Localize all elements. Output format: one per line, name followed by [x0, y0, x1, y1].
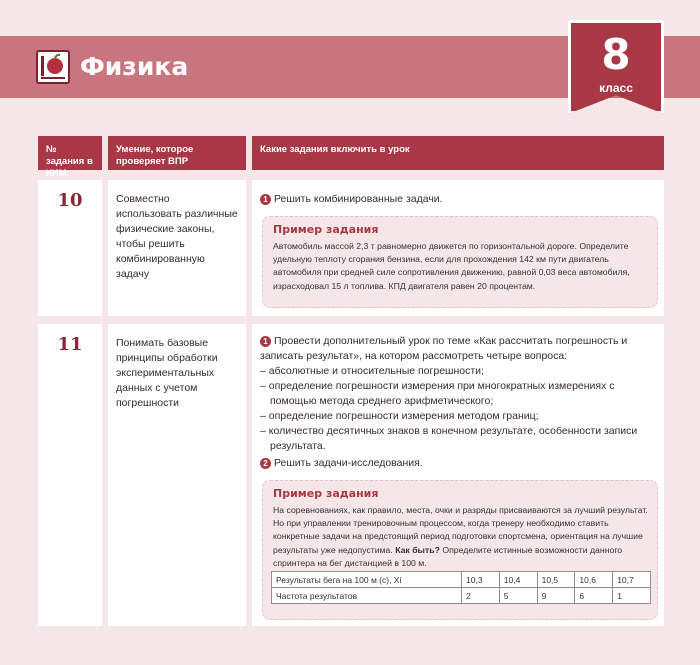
example-title: Пример задания — [273, 487, 379, 500]
grade-label: класс — [599, 81, 633, 95]
subject-title: Физика — [80, 52, 189, 81]
table-cell: 10,3 — [462, 572, 500, 588]
bullet-item: – абсолютные и относительные погрешности; — [260, 365, 484, 377]
table-cell: 1 — [613, 588, 651, 604]
task-marker: 1 — [260, 194, 271, 205]
example-question: Как быть? — [395, 544, 440, 555]
row-skill: Совместно использовать различные физические законы, чтобы решить комбинированную задачу — [108, 180, 246, 316]
column-header-skill: Умение, которое проверяет ВПР — [108, 136, 246, 170]
bullet-item: – определение погрешности измерения при многократных измерениях с помощью метода среднего арифметического; — [260, 380, 615, 407]
example-box — [262, 216, 658, 308]
row-tasks — [252, 324, 664, 626]
task-item — [260, 334, 656, 454]
example-box — [262, 480, 658, 620]
table-row — [272, 588, 651, 604]
subject-logo-icon — [36, 50, 70, 84]
task-text: Решить задачи-исследования. — [274, 457, 423, 469]
table-cell: 5 — [499, 588, 537, 604]
results-table — [271, 571, 651, 604]
table-cell: 9 — [537, 588, 575, 604]
task-marker: 2 — [260, 458, 271, 469]
task-item — [260, 456, 656, 471]
bullet-item: – количество десятичных знаков в конечном результате, особенности записи результата. — [260, 425, 638, 452]
table-cell: 2 — [462, 588, 500, 604]
table-cell: Результаты бега на 100 м (с), Xi — [272, 572, 462, 588]
row-tasks — [252, 180, 664, 316]
row-number: 10 — [38, 180, 102, 316]
table-cell: 10,6 — [575, 572, 613, 588]
row-skill: Понимать базовые принципы обработки экспериментальных данных с учетом погрешности — [108, 324, 246, 626]
table-cell: 10,5 — [537, 572, 575, 588]
task-marker: 1 — [260, 336, 271, 347]
bullet-item: – определение погрешности измерения методом границ; — [260, 410, 539, 422]
task-text: Провести дополнительный урок по теме «Как рассчитать погрешность и записать результат», на котором рассмотреть четыре вопроса: — [260, 335, 628, 362]
column-header-number: № задания в КИМ — [38, 136, 102, 170]
task-item — [260, 192, 656, 207]
table-cell: 10,4 — [499, 572, 537, 588]
table-row — [272, 572, 651, 588]
table-cell: Частота результатов — [272, 588, 462, 604]
grade-number: 8 — [601, 30, 631, 79]
example-text: Автомобиль массой 2,3 т равномерно движется по горизонтальной дороге. Определите удельную теплоту сгорания бензина, если для прохождения 142 км пути двигатель автомобиля при средней силе сопротивления движению, равной 0,03 веса автомобиля, израсходовал 15 л топлива. КПД двигателя равен 20 процентам. — [273, 241, 630, 291]
example-title: Пример задания — [273, 223, 379, 236]
table-cell: 10,7 — [613, 572, 651, 588]
row-number: 11 — [38, 324, 102, 626]
table-cell: 6 — [575, 588, 613, 604]
column-header-tasks: Какие задания включить в урок — [252, 136, 664, 170]
example-text: На соревнованиях, как правило, места, очки и разряды присваиваются за лучший результат. Но при управлении тренировочным процессом, когда тренеру необходимо ставить конкретные задачи на предстоящий период подготовки спортсмена, ориентация на лучшие результаты уже недопустима. Как быть? Определите истинные возможности данного спринтера на бег дистанцией в 100 м. — [273, 505, 648, 568]
task-text: Решить комбинированные задачи. — [274, 193, 443, 205]
